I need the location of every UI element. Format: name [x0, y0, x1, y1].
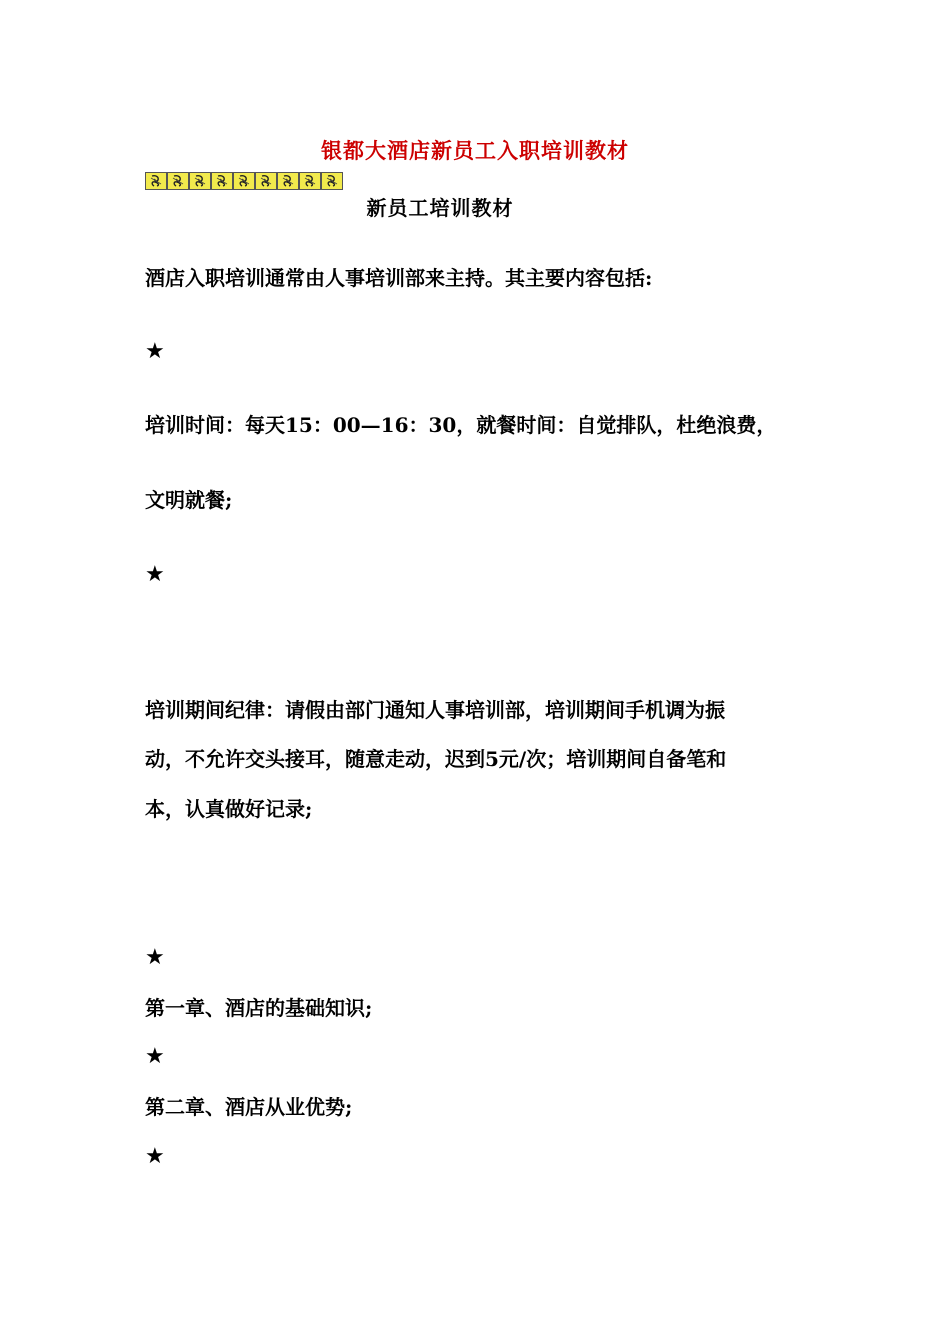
star-bullet: ★	[145, 562, 165, 587]
scroll-icon	[170, 174, 186, 188]
scroll-icon	[302, 174, 318, 188]
decorative-tile	[277, 172, 299, 190]
chapter-1: 第一章、酒店的基础知识;	[145, 996, 373, 1020]
scroll-icon	[258, 174, 274, 188]
decorative-tile	[211, 172, 233, 190]
scroll-icon	[214, 174, 230, 188]
decorative-tile	[255, 172, 277, 190]
intro-paragraph: 酒店入职培训通常由人事培训部来主持。其主要内容包括:	[145, 266, 653, 290]
scroll-icon	[280, 174, 296, 188]
training-time-line-2: 文明就餐;	[145, 488, 233, 512]
star-bullet: ★	[145, 1044, 165, 1069]
star-bullet: ★	[145, 945, 165, 970]
decorative-tile	[233, 172, 255, 190]
chapter-2: 第二章、酒店从业优势;	[145, 1095, 353, 1119]
discipline-line-1: 培训期间纪律：请假由部门通知人事培训部，培训期间手机调为振	[145, 698, 725, 722]
scroll-icon	[192, 174, 208, 188]
discipline-line-2: 动，不允许交头接耳，随意走动，迟到5元/次；培训期间自备笔和	[145, 747, 727, 771]
document-title: 银都大酒店新员工入职培训教材	[321, 138, 629, 163]
decorative-tile	[167, 172, 189, 190]
discipline-line-3: 本，认真做好记录;	[145, 797, 313, 821]
decorative-border-row	[145, 172, 343, 190]
decorative-tile	[189, 172, 211, 190]
scroll-icon	[236, 174, 252, 188]
training-time-line-1: 培训时间：每天15：00—16：30，就餐时间：自觉排队，杜绝浪费，	[145, 413, 777, 437]
scroll-icon	[324, 174, 340, 188]
star-bullet: ★	[145, 1144, 165, 1169]
document-subtitle: 新员工培训教材	[366, 196, 514, 220]
star-bullet: ★	[145, 339, 165, 364]
scroll-icon	[148, 174, 164, 188]
decorative-tile	[321, 172, 343, 190]
decorative-tile	[145, 172, 167, 190]
decorative-tile	[299, 172, 321, 190]
